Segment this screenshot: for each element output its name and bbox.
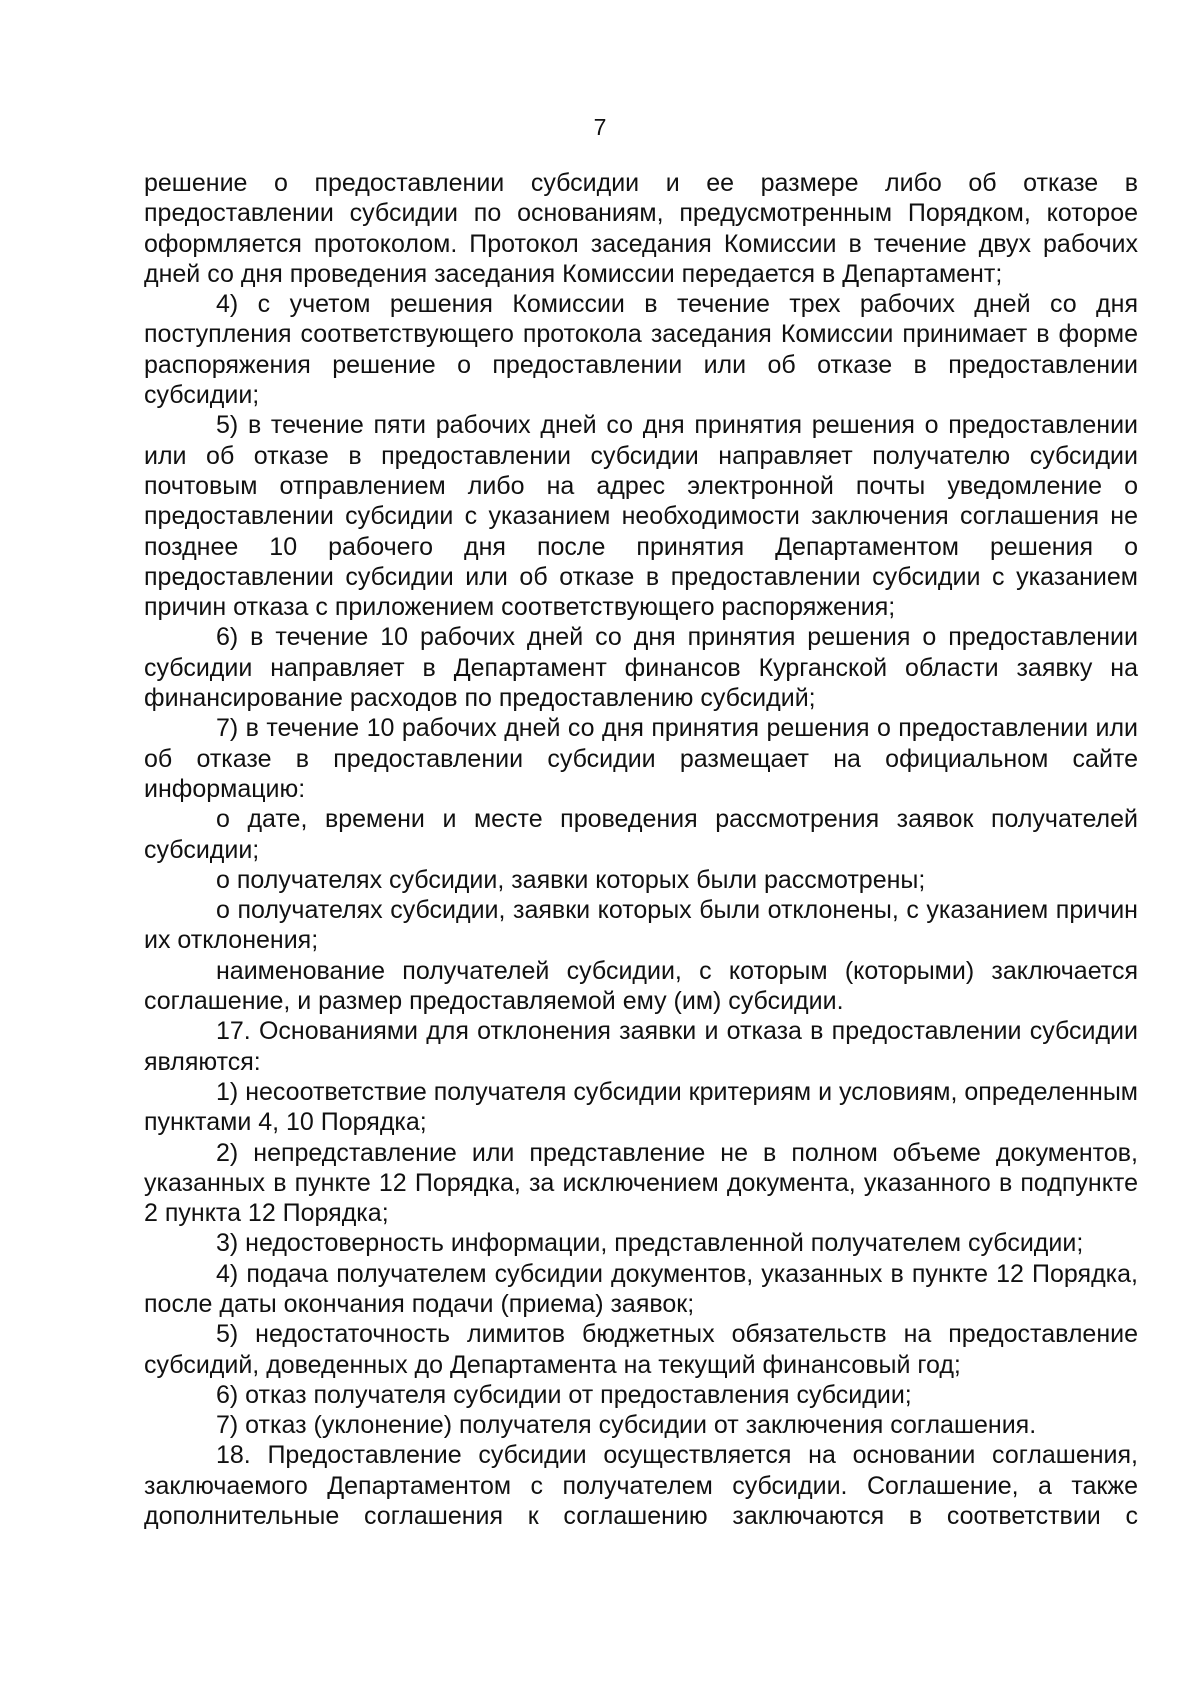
paragraph-section-18: 18. Предоставление субсидии осуществляется на основании соглашения, заключаемого Департаментом с получателем субсидии. Соглашение, а также дополнительные соглашения к соглашению заключаются в соответствии с	[144, 1441, 1138, 1531]
document-body	[144, 168, 1138, 1531]
paragraph-reason-2: 2) непредставление или представление не в полном объеме документов, указанных в пункте 12 Порядка, за исключением документа, указанного в подпункте 2 пункта 12 Порядка;	[144, 1138, 1138, 1228]
paragraph-info-rejected: о получателях субсидии, заявки которых были отклонены, с указанием причин их отклонения;	[144, 896, 1138, 955]
paragraph-info-recipients: наименование получателей субсидии, с которым (которыми) заключается соглашение, и размер предоставляемой ему (им) субсидии.	[144, 956, 1138, 1016]
paragraph-info-date: о дате, времени и месте проведения рассмотрения заявок получателей субсидии;	[144, 805, 1138, 864]
paragraph-reason-4: 4) подача получателем субсидии документов, указанных в пункте 12 Порядка, после даты окончания подачи (приема) заявок;	[144, 1259, 1138, 1318]
paragraph-reason-1: 1) несоответствие получателя субсидии критериям и условиям, определенным пунктами 4, 10 Порядка;	[144, 1077, 1138, 1137]
paragraph-item-7: 7) в течение 10 рабочих дней со дня принятия решения о предоставлении или об отказе в предоставлении субсидии размещает на официальном сайте информацию:	[144, 714, 1138, 803]
paragraph-item-4: 4) с учетом решения Комиссии в течение трех рабочих дней со дня поступления соответствующего протокола заседания Комиссии принимает в форме распоряжения решение о предоставлении или об отказе в предоставлении субсидии;	[144, 290, 1138, 410]
paragraph-reason-3: 3) недостоверность информации, представленной получателем субсидии;	[216, 1229, 1084, 1258]
paragraph-item-5: 5) в течение пяти рабочих дней со дня принятия решения о предоставлении или об отказе в предоставлении субсидии направляет получателю субсидии почтовым отправлением либо на адрес электронной почты уведомление о предоставлении субсидии с указанием необходимости заключения соглашения не позднее 10 рабочего дня после принятия Департаментом решения о предоставлении субсидии или об отказе в предоставлении субсидии с указанием причин отказа с приложением соответствующего распоряжения;	[144, 411, 1138, 622]
paragraph-info-considered: о получателях субсидии, заявки которых были рассмотрены;	[216, 865, 926, 894]
paragraph-reason-6: 6) отказ получателя субсидии от предоставления субсидии;	[216, 1380, 912, 1409]
paragraph-section-17: 17. Основаниями для отклонения заявки и отказа в предоставлении субсидии являются:	[144, 1017, 1138, 1076]
page-number: 7	[593, 114, 607, 140]
paragraph-continuation: решение о предоставлении субсидии и ее размере либо об отказе в предоставлении субсидии по основаниям, предусмотренным Порядком, которое оформляется протоколом. Протокол заседания Комиссии в течение двух рабочих дней со дня проведения заседания Комиссии передается в Департамент;	[144, 169, 1138, 288]
paragraph-reason-7: 7) отказ (уклонение) получателя субсидии от заключения соглашения.	[216, 1411, 1037, 1440]
paragraph-item-6: 6) в течение 10 рабочих дней со дня принятия решения о предоставлении субсидии направляет в Департамент финансов Курганской области заявку на финансирование расходов по предоставлению субсидий;	[144, 623, 1138, 713]
paragraph-reason-5: 5) недостаточность лимитов бюджетных обязательств на предоставление субсидий, доведенных до Департамента на текущий финансовый год;	[144, 1320, 1138, 1379]
